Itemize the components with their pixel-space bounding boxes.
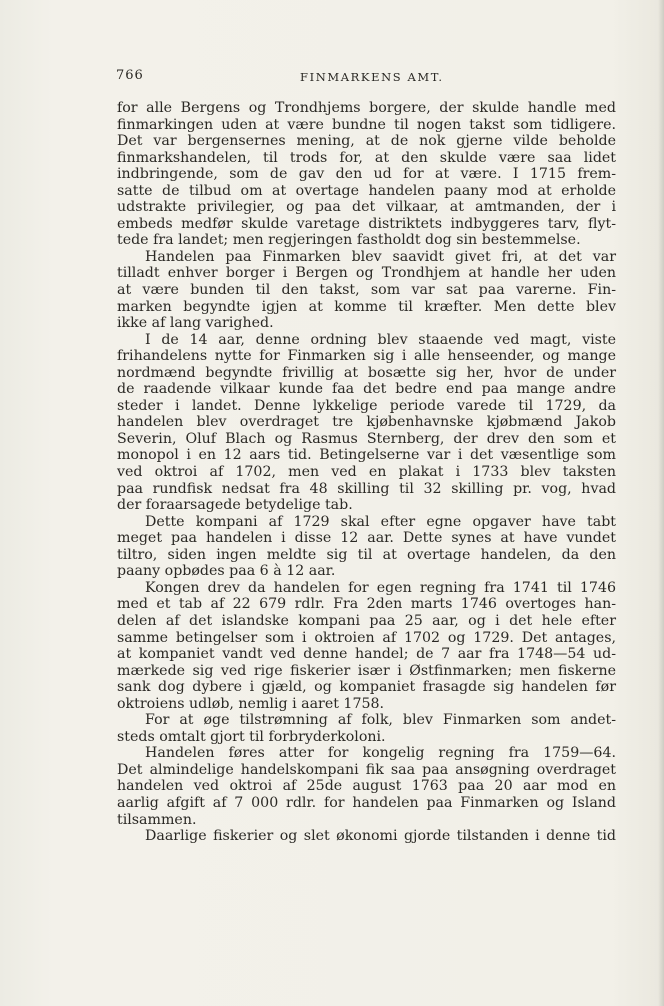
text-line: udstrakte privilegier, og paa det vilkaar, at amtmanden, der i [117,199,616,216]
text-line: frihandelens nytte for Finmarken sig i alle henseender, og mange [117,348,616,365]
text-line: for alle Bergens og Trondhjems borgere, der skulde handle med [117,100,616,116]
running-title: FINMARKENS AMT. [300,70,444,84]
text-line: med et tab af 22 679 rdlr. Fra 2den marts 1746 overtoges han- [117,596,616,613]
text-line: der foraarsagede betydelige tab. [117,497,353,514]
page-number: 766 [116,68,144,83]
text-line: paany opbødes paa 6 à 12 aar. [117,563,336,580]
text-line: finmarkshandelen, til trods for, at den skulde være saa lidet [117,149,616,166]
text-line: Severin, Oluf Blach og Rasmus Sternberg, der drev den som et [117,430,616,447]
text-line: aarlig afgift af 7 000 rdlr. for handelen paa Finmarken og Island [117,794,616,811]
text-line: Dette kompani af 1729 skal efter egne opgaver have tabt [145,513,616,530]
text-line: For at øge tilstrømning af folk, blev Finmarken som andet- [145,712,616,729]
text-line: samme betingelser som i oktroien af 1702 og 1729. Det antages, [117,629,616,646]
text-line: Kongen drev da handelen for egen regning fra 1741 til 1746 [145,579,616,596]
text-line: sank dog dybere i gjæld, og kompaniet frasagde sig handelen før [117,679,616,696]
text-line: ved oktroi af 1702, men ved en plakat i 1733 blev taksten [117,464,616,481]
text-line: steds omtalt gjort til forbryderkoloni. [117,728,386,745]
text-line: handelen blev overdraget tre kjøbenhavnske kjøbmænd Jakob [117,414,616,431]
text-line: mærkede sig ved rige fiskerier især i Østfinmarken; men fiskerne [117,662,616,679]
text-line: paa rundfisk nedsat fra 48 skilling til 32 skilling pr. vog, hvad [117,480,616,497]
text-line: meget paa handelen i disse 12 aar. Dette synes at have vundet [117,530,616,547]
text-line: Daarlige fiskerier og slet økonomi gjorde tilstanden i denne tid [145,828,616,845]
text-line: delen af det islandske kompani paa 25 aar, og i det hele efter [117,612,616,629]
text-line: nordmænd begyndte frivillig at bosætte sig her, hvor de under [117,364,616,381]
text-line: at kompaniet vandt ved denne handel; de 7 aar fra 1748—54 ud- [117,646,616,663]
text-line: tiltro, siden ingen meldte sig til at overtage handelen, da den [117,546,616,563]
text-line: oktroiens udløb, nemlig i aaret 1758. [117,695,385,712]
body-text [117,100,616,845]
text-line: satte de tilbud om at overtage handelen paany mod at erholde [117,182,616,199]
text-line: ikke af lang varighed. [117,315,274,332]
text-line: de raadende vilkaar kunde faa det bedre end paa mange andre [117,381,616,398]
text-line: Det var bergensernes mening, at de nok gjerne vilde beholde [117,133,616,150]
text-line: monopol i en 12 aars tid. Betingelserne var i det væsentlige som [117,447,616,464]
text-line: marken begyndte igjen at komme til kræfter. Men dette blev [117,298,616,315]
text-line: handelen ved oktroi af 25de august 1763 paa 20 aar mod en [117,778,616,795]
text-line: tilsammen. [117,811,197,828]
text-line: I de 14 aar, denne ordning blev staaende ved magt, viste [145,331,616,348]
page-edge-shadow [658,0,664,1006]
text-line: tede fra landet; men regjeringen fastholdt dog sin bestemmelse. [117,232,581,249]
text-line: finmarkingen uden at være bundne til nogen takst som tidligere. [117,116,616,133]
text-line: Handelen føres atter for kongelig regning fra 1759—64. [145,745,616,762]
text-line: embeds medfør skulde varetage distriktets indbyggeres tarv, flyt- [117,215,616,232]
text-line: Handelen paa Finmarken blev saavidt givet fri, at det var [145,248,616,265]
text-line: tilladt enhver borger i Bergen og Trondhjem at handle her uden [117,265,616,282]
text-line: Det almindelige handelskompani fik saa paa ansøgning overdraget [117,761,616,778]
text-line: at være bunden til den takst, som var sat paa varerne. Fin- [117,282,616,299]
text-line: steder i landet. Denne lykkelige periode varede til 1729, da [117,397,616,414]
page-header [116,68,614,88]
text-line: indbringende, som de gav den ud for at være. I 1715 frem- [117,166,616,183]
